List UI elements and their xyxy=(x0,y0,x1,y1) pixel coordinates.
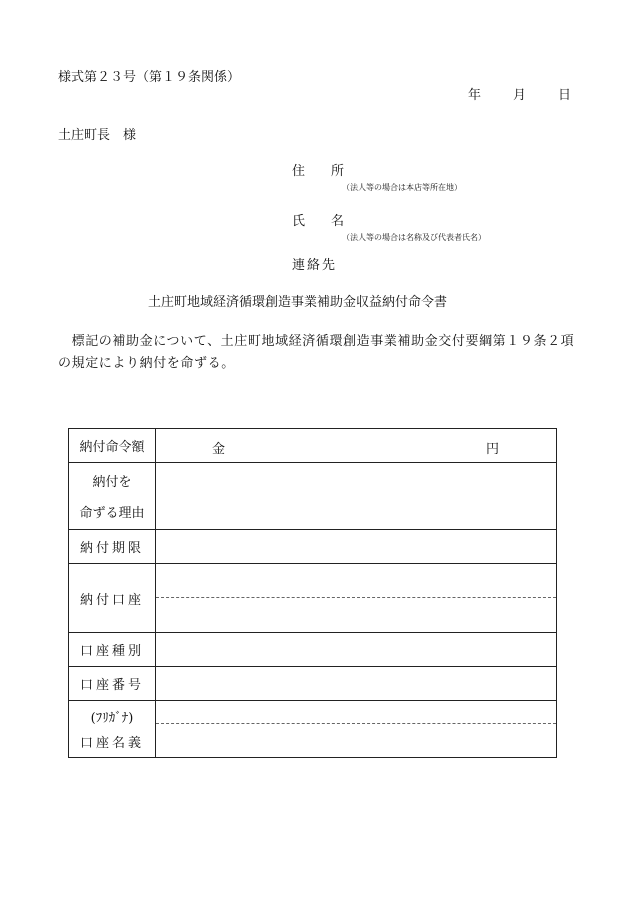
account-holder-label xyxy=(69,701,156,758)
reason-label-line2: 命ずる理由 xyxy=(79,506,145,521)
reason-label xyxy=(69,463,156,530)
date-day-label: 日 xyxy=(558,88,572,103)
reason-field[interactable] xyxy=(156,463,557,530)
addressee: 土庄町長 様 xyxy=(58,128,137,143)
deadline-row xyxy=(69,530,557,564)
account-holder-row xyxy=(69,701,557,758)
order-table xyxy=(68,428,557,758)
date-line xyxy=(468,84,571,103)
form-number: 様式第２３号（第１９条関係） xyxy=(58,70,241,85)
document-title: 土庄町地域経済循環創造事業補助金収益納付命令書 xyxy=(148,295,448,310)
date-month-label: 月 xyxy=(513,88,527,103)
reason-row xyxy=(69,463,557,530)
contact-label: 連絡先 xyxy=(292,258,338,273)
name-note: （法人等の場合は名称及び代表者氏名） xyxy=(342,233,486,242)
address-note: （法人等の場合は本店等所在地） xyxy=(342,183,462,192)
account-number-label: 口座番号 xyxy=(69,667,156,701)
account-row xyxy=(69,564,557,633)
account-field[interactable] xyxy=(156,564,557,633)
date-year-label: 年 xyxy=(468,88,482,103)
amount-field[interactable] xyxy=(156,429,557,463)
amount-row xyxy=(69,429,557,463)
name-label: 氏 名 xyxy=(292,214,345,229)
reason-label-line1: 納付を xyxy=(92,475,132,490)
account-field-lower[interactable] xyxy=(156,597,556,632)
account-type-row xyxy=(69,633,557,667)
account-holder-name-field[interactable] xyxy=(156,723,556,757)
deadline-label: 納付期限 xyxy=(69,530,156,564)
account-type-field[interactable] xyxy=(156,633,557,667)
furigana-label: (ﾌﾘｶﾞﾅ) xyxy=(90,711,134,726)
account-holder-field[interactable] xyxy=(156,701,557,758)
amount-yen: 円 xyxy=(486,442,500,457)
account-number-row xyxy=(69,667,557,701)
address-label: 住 所 xyxy=(292,164,345,179)
amount-kin: 金 xyxy=(212,442,226,457)
account-field-upper[interactable] xyxy=(156,564,556,597)
furigana-field[interactable] xyxy=(156,701,556,723)
account-holder-name-label: 口座名義 xyxy=(79,736,144,751)
body-text: 標記の補助金について、土庄町地域経済循環創造事業補助金交付要綱第１９条２項の規定により納付を命ずる。 xyxy=(58,334,575,371)
account-type-label: 口座種別 xyxy=(69,633,156,667)
amount-label: 納付命令額 xyxy=(69,429,156,463)
account-number-field[interactable] xyxy=(156,667,557,701)
account-label: 納付口座 xyxy=(69,564,156,633)
deadline-field[interactable] xyxy=(156,530,557,564)
